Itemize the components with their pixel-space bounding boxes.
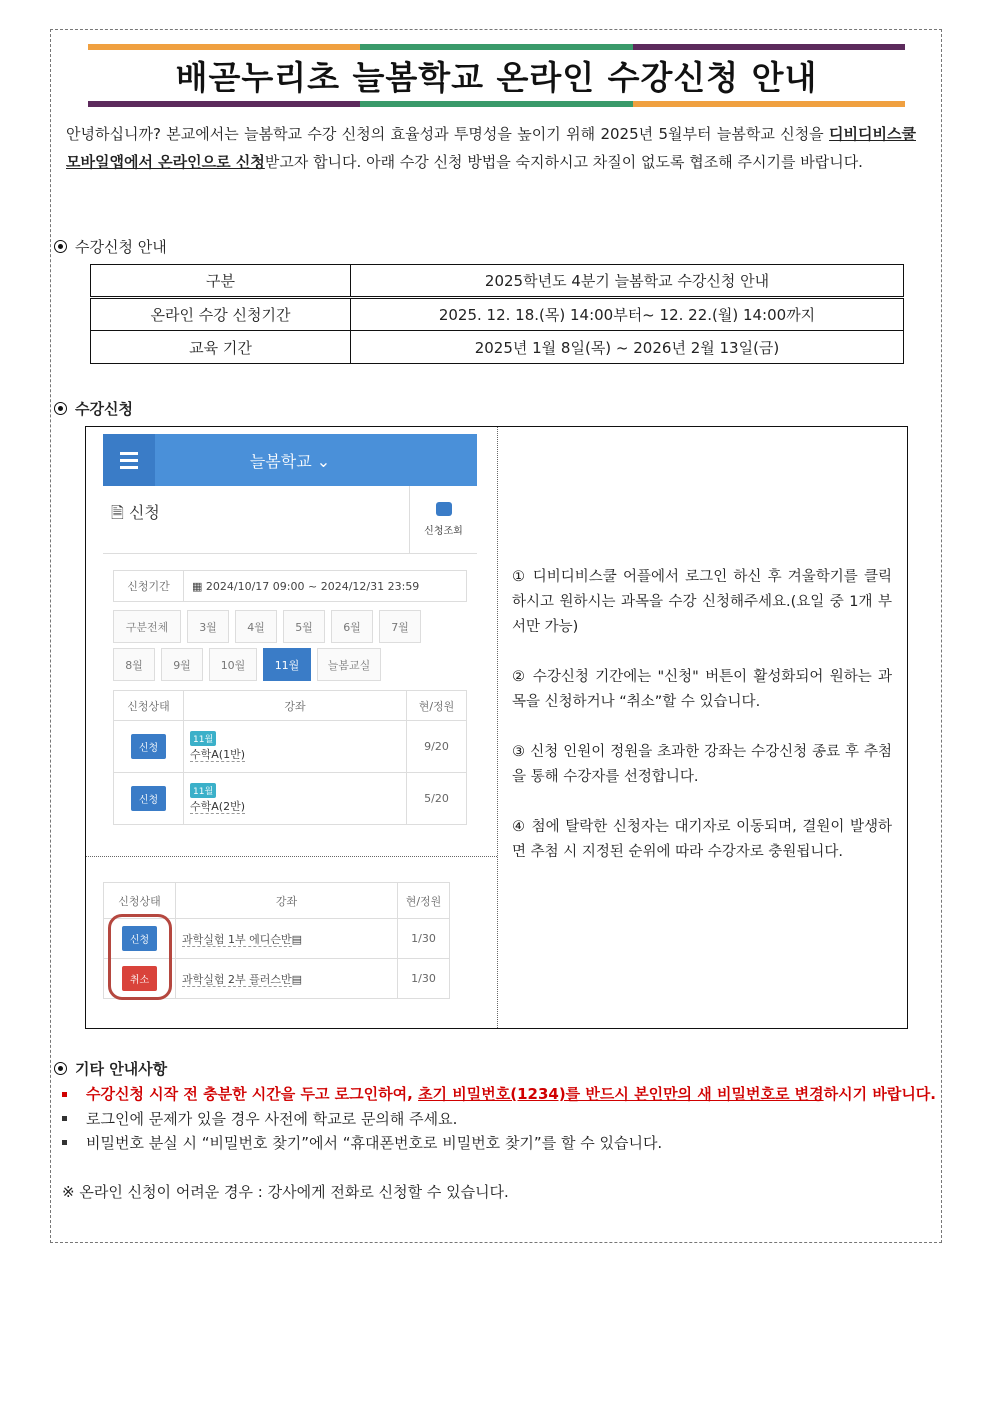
month-filter-classroom[interactable]: 늘봄교실 (317, 648, 381, 681)
registration-period-value: 2025. 12. 18.(목) 14:00부터~ 12. 22.(월) 14:00까지 (351, 298, 904, 331)
note-login: 로그인에 문제가 있을 경우 사전에 학교로 문의해 주세요. (62, 1107, 938, 1131)
month-filter-4[interactable]: 4월 (235, 610, 277, 643)
education-period-label: 교육 기간 (91, 331, 351, 364)
title-bar-bottom (88, 101, 905, 107)
intro-paragraph: 안녕하십니까? 본교에서는 늘봄학교 수강 신청의 효율성과 투명성을 높이기 위해 2025년 5월부터 늘봄학교 신청을 디비디비스쿨 모바일앱에서 온라인으로 신청받고자 합니다. 아래 수강 신청 방법을 숙지하시고 차질이 없도록 협조해 주시기를 바랍니다. (66, 125, 916, 171)
note-find-password: 비밀번호 분실 시 “비밀번호 찾기”에서 “휴대폰번호로 비밀번호 찾기”를 할 수 있습니다. (62, 1131, 938, 1155)
apply-button[interactable]: 신청 (122, 926, 157, 951)
course-count: 9/20 (407, 721, 467, 773)
table-head-title: 2025학년도 4분기 늘봄학교 수강신청 안내 (351, 265, 904, 298)
section-heading-info: 수강신청 안내 (54, 236, 167, 257)
schedule-table (90, 264, 904, 364)
app-screenshot (103, 434, 477, 829)
course-count: 1/30 (398, 959, 450, 999)
section-heading-apply: 수강신청 (54, 398, 133, 419)
document-icon: ▤ (291, 972, 303, 986)
table-row (114, 773, 467, 825)
period-row (113, 570, 467, 602)
app-page-title: 🗎 신청 (111, 503, 160, 522)
month-tag: 11월 (190, 783, 216, 798)
page-title: 배곧누리초 늘봄학교 온라인 수강신청 안내 (175, 58, 818, 97)
col-course: 강좌 (184, 691, 407, 721)
bullet-circle-icon (54, 402, 67, 415)
intro-highlight: 디비디비스쿨 모바일앱에서 온라인으로 신청 (66, 125, 916, 171)
title-bar-top (88, 44, 905, 50)
month-filter-10[interactable]: 10월 (209, 648, 257, 681)
month-filter-7[interactable]: 7월 (379, 610, 421, 643)
notes-list (62, 1083, 938, 1155)
month-filter-8[interactable]: 8월 (113, 648, 155, 681)
apply-button[interactable]: 신청 (131, 786, 166, 811)
course-name[interactable]: 과학실험 2부 플러스반 (182, 972, 292, 986)
step-2: ② 수강신청 기간에는 "신청" 버튼이 활성화되어 원하는 과목을 신청하거나 “취소”할 수 있습니다. (512, 669, 892, 710)
document-icon: ▤ (291, 932, 303, 946)
month-filter-6[interactable]: 6월 (331, 610, 373, 643)
steps-text (512, 565, 892, 890)
month-tag: 11월 (190, 731, 216, 746)
month-filter-3[interactable]: 3월 (187, 610, 229, 643)
col-status: 신청상태 (104, 883, 176, 919)
col-count: 현/정원 (398, 883, 450, 919)
reference-note: ※ 온라인 신청이 어려운 경우 : 강사에게 전화로 신청할 수 있습니다. (62, 1183, 509, 1201)
step-3: ③ 신청 인원이 정원을 초과한 강좌는 수강신청 종료 후 추첨을 통해 수강자를 선정합니다. (512, 744, 892, 785)
bullet-circle-icon (54, 1062, 67, 1075)
section-heading-notes: 기타 안내사항 (54, 1058, 167, 1079)
course-table (113, 690, 467, 825)
highlight-ring (108, 914, 172, 1000)
app-header-title[interactable]: 늘봄학교 ⌄ (249, 452, 331, 471)
step-4: ④ 첨에 탈락한 신청자는 대기자로 이동되며, 결원이 발생하면 추첨 시 지정된 순위에 따라 수강자로 충원됩니다. (512, 819, 892, 860)
table-head-category: 구분 (91, 265, 351, 298)
note-password: 수강신청 시작 전 충분한 시간을 두고 로그인하여, 초기 비밀번호(1234)를 반드시 본인만의 새 비밀번호로 변경하시기 바랍니다. (62, 1083, 938, 1107)
period-label: 신청기간 (114, 571, 184, 601)
calendar-icon: ▦ (192, 579, 203, 593)
course-count: 1/30 (398, 919, 450, 959)
col-status: 신청상태 (114, 691, 184, 721)
lookup-icon (436, 502, 452, 516)
course-name[interactable]: 수학A(1반) (190, 748, 245, 761)
month-filter-11[interactable]: 11월 (263, 648, 311, 681)
apply-guide-box (85, 426, 908, 1029)
month-filter-all[interactable]: 구분전체 (113, 610, 181, 643)
col-course: 강좌 (176, 883, 398, 919)
education-period-value: 2025년 1월 8일(목) ~ 2026년 2월 13일(금) (351, 331, 904, 364)
table-row (114, 721, 467, 773)
app-screenshot-cancel (103, 882, 450, 1002)
lookup-button[interactable]: 신청조회 (409, 486, 477, 554)
month-filter-9[interactable]: 9월 (161, 648, 203, 681)
cancel-button[interactable]: 취소 (122, 966, 157, 991)
course-name[interactable]: 수학A(2반) (190, 800, 245, 813)
bullet-circle-icon (54, 240, 67, 253)
month-filter-5[interactable]: 5월 (283, 610, 325, 643)
document-icon: 🗎 (111, 503, 124, 522)
app-subheader (103, 486, 477, 554)
registration-period-label: 온라인 수강 신청기간 (91, 298, 351, 331)
apply-button[interactable]: 신청 (131, 734, 166, 759)
col-count: 현/정원 (407, 691, 467, 721)
course-name[interactable]: 과학실험 1부 에디슨반 (182, 932, 292, 946)
course-count: 5/20 (407, 773, 467, 825)
period-value: ▦ 2024/10/17 09:00 ~ 2024/12/31 23:59 (192, 579, 420, 593)
step-1: ① 디비디비스쿨 어플에서 로그인 하신 후 겨울학기를 클릭하시고 원하시는 과목을 수강 신청해주세요.(요일 중 1개 부서만 가능) (512, 569, 892, 635)
app-header (103, 434, 477, 486)
